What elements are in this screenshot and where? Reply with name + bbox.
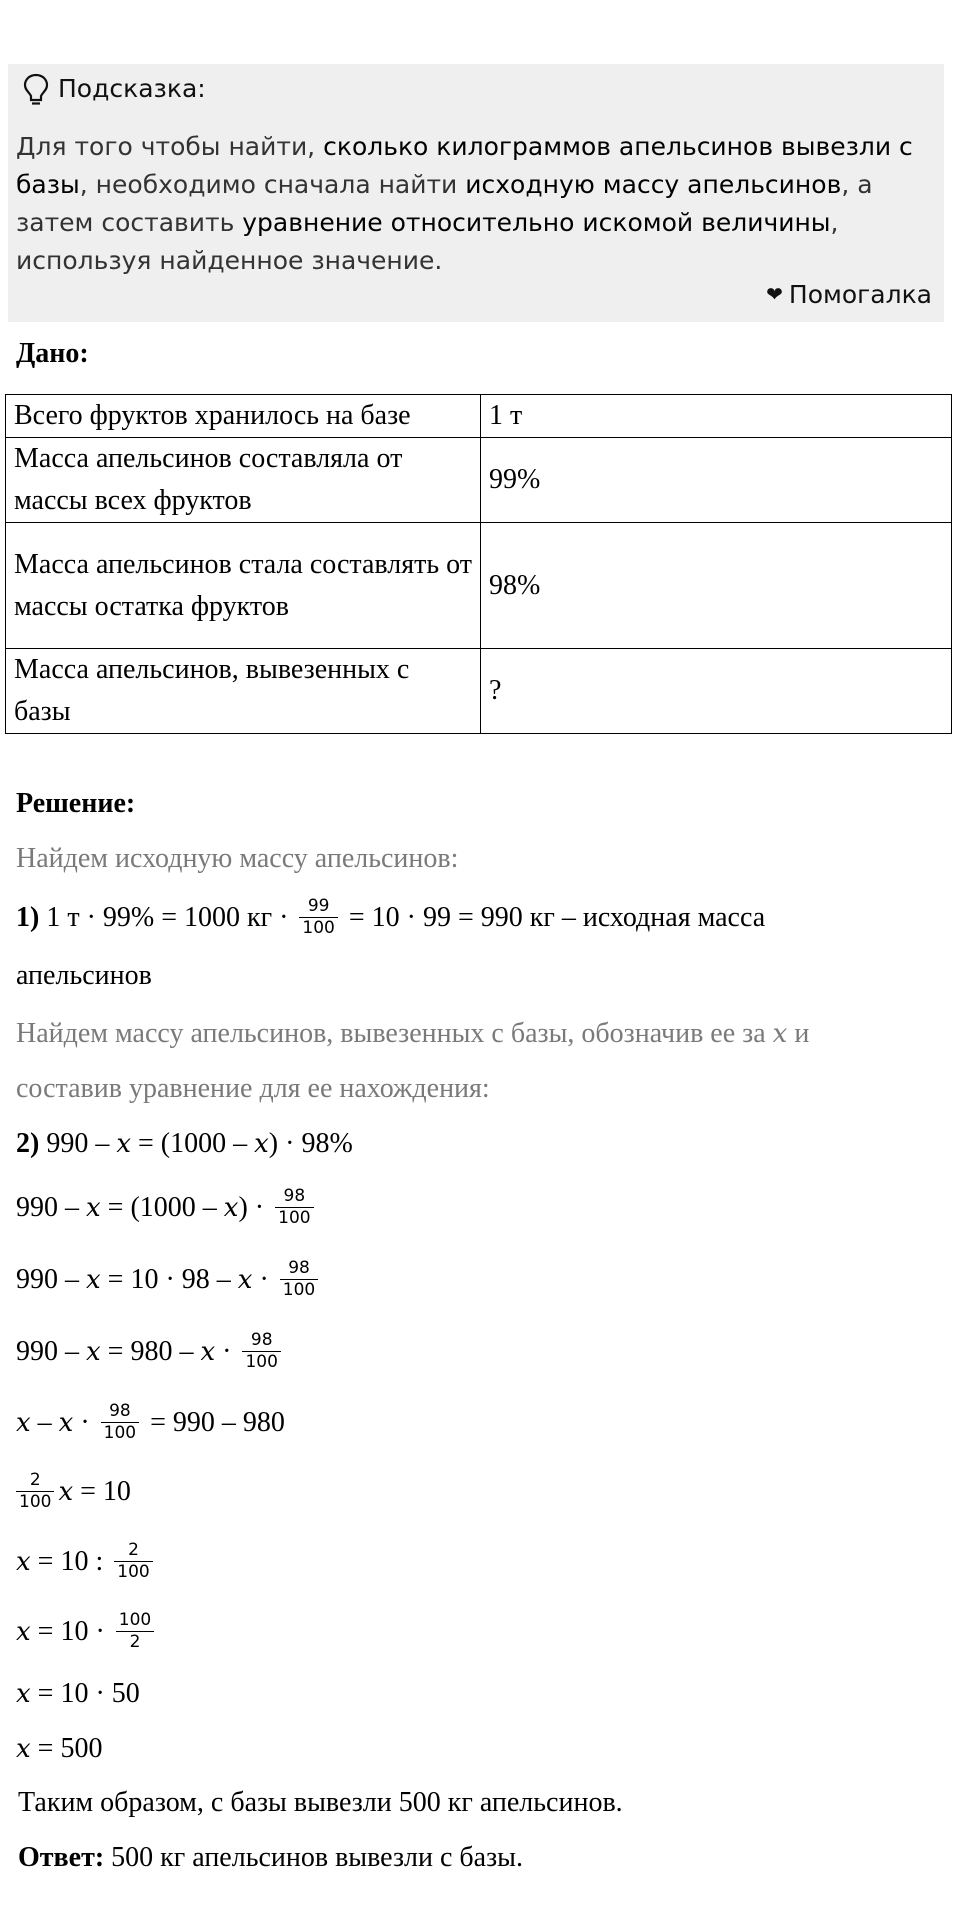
equation-line: 990 – x = 10 · 98 – x · $\frac{98}{100}$	[16, 1260, 322, 1303]
table-row	[6, 523, 952, 649]
table-row	[6, 438, 952, 523]
helper-link[interactable]	[766, 280, 932, 309]
equation-line: x = 500	[16, 1733, 103, 1764]
equation-line: 990 – x = 980 – x · $\frac{98}{100}$	[16, 1332, 285, 1375]
step2-note: Найдем массу апельсинов, вывезенных с базы, обозначив ее за x и	[16, 1018, 810, 1049]
lightbulb-icon	[22, 72, 50, 108]
given-value: 1 т	[481, 395, 952, 438]
fraction: $\frac{98}{100}$	[101, 1401, 139, 1444]
equation-line: x = 10 · 50	[16, 1678, 140, 1709]
fraction: $\frac{100}{2}$	[116, 1610, 154, 1653]
fraction: $\frac{98}{100}$	[280, 1258, 318, 1301]
heart-icon: ❤	[766, 282, 783, 306]
given-label: Всего фруктов хранилось на базе	[6, 395, 481, 438]
equation-line: x = 10 : $\frac{2}{100}$	[16, 1542, 157, 1585]
step2-note-continuation: составив уравнение для ее нахождения:	[16, 1073, 490, 1104]
given-value: 98%	[481, 523, 952, 649]
equation-line: $\frac{2}{100}$ x = 10	[16, 1472, 131, 1515]
equation-line: 2) 990 – x = (1000 – x) · 98%	[16, 1128, 353, 1159]
equation-line: x = 10 · $\frac{100}{2}$	[16, 1612, 158, 1655]
fraction: $\frac{2}{100}$	[114, 1540, 152, 1583]
fraction: $\frac{98}{100}$	[242, 1330, 280, 1373]
table-row	[6, 649, 952, 734]
hint-text: Для того чтобы найти, сколько килограммов апельсинов вывезли с базы, необходимо сначала найти исходную массу апельсинов, а затем составить уравнение относительно искомой величины, используя найденное значение.	[16, 132, 913, 275]
fraction: $\frac{98}{100}$	[275, 1186, 313, 1229]
table-row	[6, 395, 952, 438]
conclusion: Таким образом, с базы вывезли 500 кг апельсинов.	[18, 1787, 623, 1818]
hint-box	[8, 64, 944, 322]
given-label: Масса апельсинов стала составлять от массы остатка фруктов	[6, 523, 481, 649]
given-value: ?	[481, 649, 952, 734]
given-table	[5, 394, 952, 734]
step1-equation: 1) 1 т · 99% = 1000 кг · $\frac{99}{100}$ = 10 · 99 = 990 кг – исходная масса	[16, 896, 766, 938]
helper-label: Помогалка	[788, 280, 932, 309]
hint-title: Подсказка:	[58, 74, 206, 103]
given-value: 99%	[481, 438, 952, 523]
given-label: Масса апельсинов, вывезенных с базы	[6, 649, 481, 734]
fraction: $\frac{2}{100}$	[16, 1470, 54, 1513]
given-label: Масса апельсинов составляла от массы всех фруктов	[6, 438, 481, 523]
step1-note: Найдем исходную массу апельсинов:	[16, 843, 459, 874]
fraction: $\frac{99}{100}$	[299, 896, 337, 939]
answer-label: Ответ:	[18, 1842, 105, 1873]
answer-text: 500 кг апельсинов вывезли с базы.	[104, 1842, 523, 1873]
equation-line: 990 – x = (1000 – x) · $\frac{98}{100}$	[16, 1188, 318, 1231]
given-heading: Дано:	[16, 338, 89, 369]
solution-heading: Решение:	[16, 788, 136, 819]
step1-continuation: апельсинов	[16, 960, 152, 991]
answer	[18, 1842, 523, 1874]
equation-line: x – x · $\frac{98}{100}$ = 990 – 980	[16, 1401, 285, 1443]
